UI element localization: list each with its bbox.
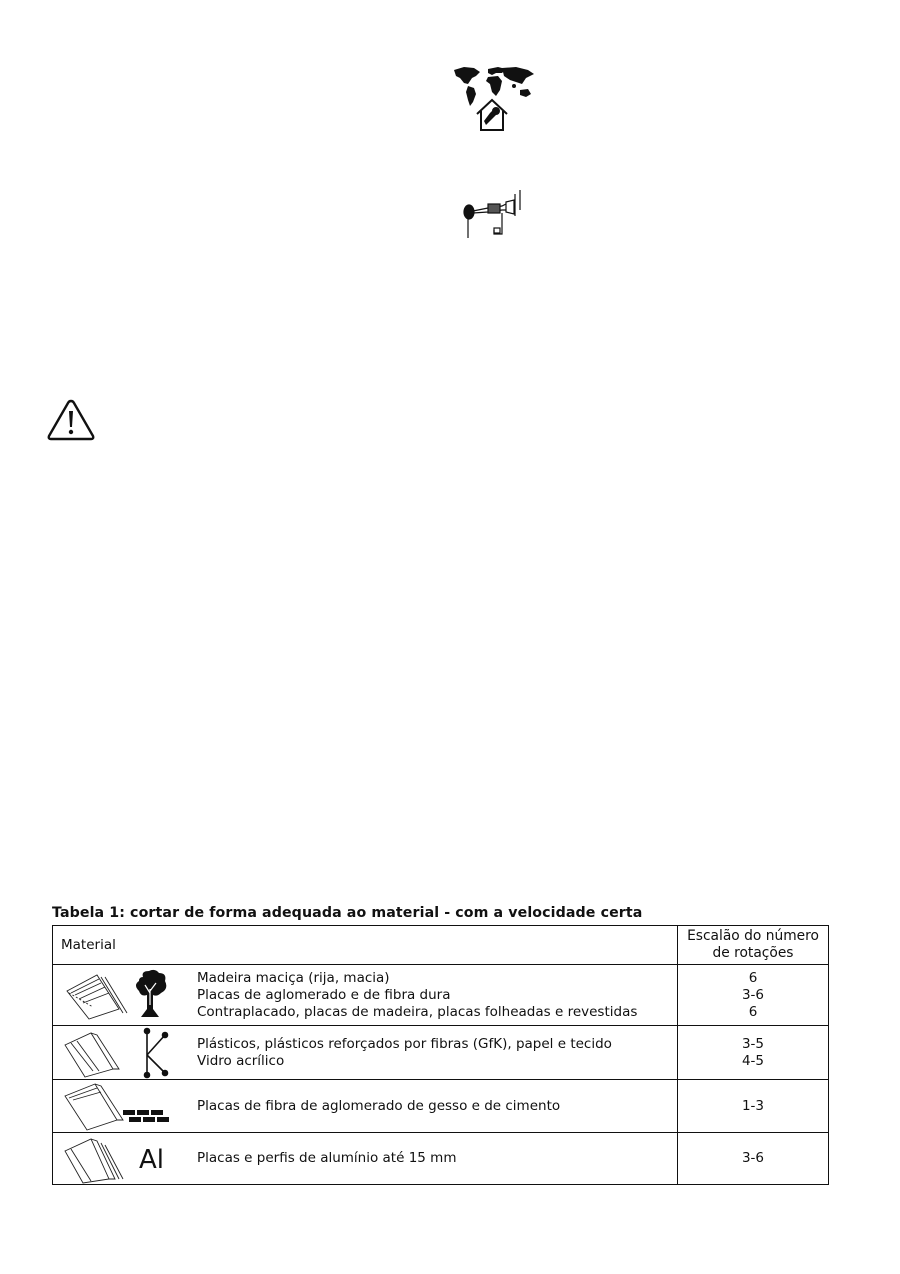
speed-cell [678,1133,829,1185]
speed-value: 3-5 [741,1035,765,1052]
aluminium-label: Al [139,1144,165,1175]
aluminium-icon [61,1133,191,1185]
header-rotations-line1: Escalão do número [687,928,819,944]
speed-cell [678,965,829,1026]
header-rotations [678,926,829,965]
material-line: Madeira maciça (rija, macia) [197,969,390,986]
table-header-row [53,926,829,965]
material-cell [53,1026,678,1080]
table-title: Tabela 1: cortar de forma adequada ao material - com a velocidade certa [52,905,643,921]
material-speed-table [52,925,829,1185]
material-cell [53,1133,678,1185]
table-row [53,1133,829,1185]
plastic-molecule-icon [61,1027,191,1079]
speed-value: 1-3 [741,1097,765,1114]
speed-value: 6 [748,969,758,986]
jigsaw-tool-icon [458,186,534,240]
wood-tree-icon [61,969,191,1021]
material-line: Placas de aglomerado e de fibra dura [197,986,451,1003]
aluminium-sheet-icon [61,1133,139,1185]
material-line: Contraplacado, placas de madeira, placas folheadas e revestidas [197,1003,638,1020]
speed-value: 6 [748,1003,758,1020]
header-material: Material [53,926,678,965]
speed-cell [678,1026,829,1080]
table-row [53,965,829,1026]
material-cell [53,1080,678,1133]
brick-board-icon [61,1080,191,1132]
material-line: Placas de fibra de aglomerado de gesso e de cimento [197,1097,561,1114]
speed-value: 3-6 [741,1150,765,1166]
speed-cell [678,1080,829,1133]
speed-value: 4-5 [741,1052,765,1069]
speed-value: 3-6 [741,986,765,1003]
material-cell [53,965,678,1026]
table-row [53,1026,829,1080]
world-service-icon [446,64,538,134]
material-line: Vidro acrílico [197,1052,285,1069]
header-rotations-line2: de rotações [712,945,794,961]
table-row [53,1080,829,1133]
material-line: Plásticos, plásticos reforçados por fibras (GfK), papel e tecido [197,1035,612,1052]
material-line: Placas e perfis de alumínio até 15 mm [197,1150,457,1166]
warning-icon [46,398,96,442]
